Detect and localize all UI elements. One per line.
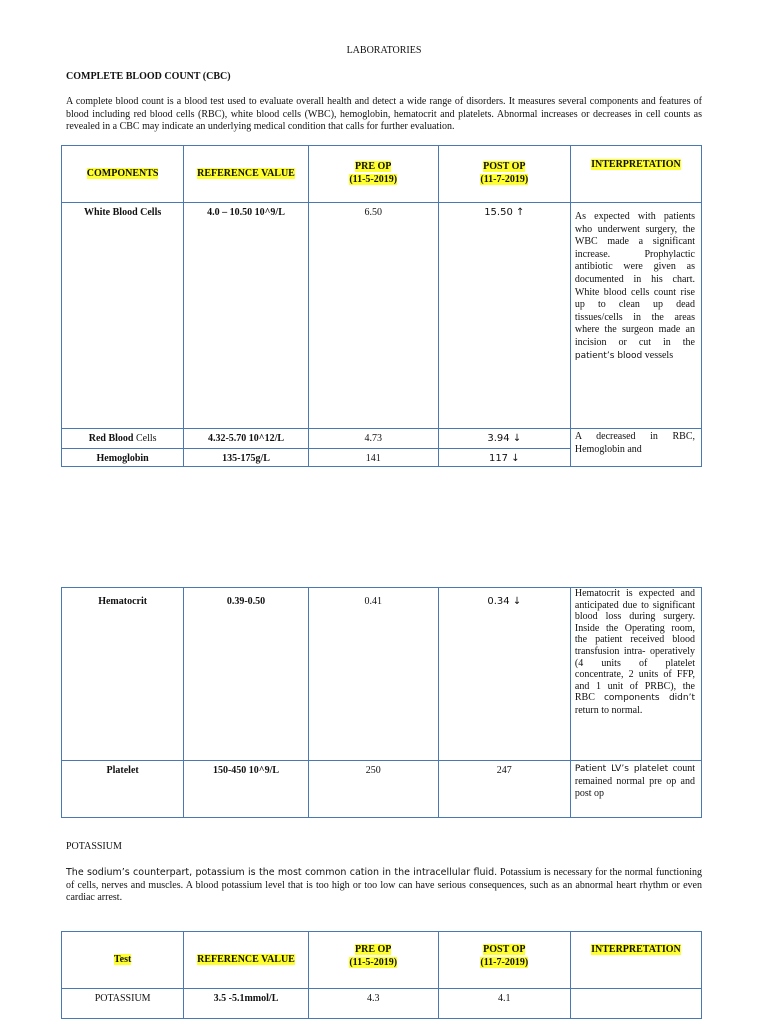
col-header-post-op: POST OP (11-7-2019) xyxy=(438,932,570,989)
cell-post-op: 3.94 ↓ xyxy=(438,429,570,449)
col-header-test: Test xyxy=(62,932,184,989)
potassium-intro xyxy=(66,867,702,905)
cell-pre-op: 4.3 xyxy=(308,989,438,1019)
col-header-post-op: POST OP (11-7-2019) xyxy=(438,146,570,203)
cbc-header-row xyxy=(62,146,702,203)
cell-post-op: 0.34 ↓ xyxy=(438,588,570,761)
cell-pre-op: 141 xyxy=(308,449,438,467)
cell-component: Hematocrit xyxy=(62,588,184,761)
cell-interpretation xyxy=(570,989,701,1019)
col-header-interpretation: INTERPRETATION xyxy=(570,146,701,203)
col-header-components: COMPONENTS xyxy=(62,146,184,203)
cell-reference: 150-450 10^9/L xyxy=(184,761,308,818)
cbc-table-part2 xyxy=(61,587,702,818)
col-header-pre-op: PRE OP (11-5-2019) xyxy=(308,932,438,989)
cell-reference: 3.5 -5.1mmol/L xyxy=(184,989,308,1019)
cbc-heading: COMPLETE BLOOD COUNT (CBC) xyxy=(66,71,231,82)
cell-post-op: 15.50 ↑ xyxy=(438,203,570,429)
table-row xyxy=(62,989,702,1019)
table-row xyxy=(62,761,702,818)
cell-pre-op: 6.50 xyxy=(308,203,438,429)
cell-interpretation: A decreased in RBC, Hemoglobin and xyxy=(570,429,701,467)
col-header-reference: REFERENCE VALUE xyxy=(184,932,308,989)
cbc-intro: A complete blood count is a blood test used to evaluate overall health and detect a wide range of disorders. It measures several components and features of blood including red blood cells (RBC), white blood cells (WBC), hemoglobin, hematocrit and platelets. Abnormal increases or decreases in cell counts as revealed in a CBC may indicate an underlying medical condition that calls for further evaluation. xyxy=(66,96,702,133)
potassium-intro-rest: Potassium is necessary for the normal functioning of cells, nerves and muscles. A blood potassium level that is too high or too low can have serious consequences, such as an abnormal heart rhythm or even cardiac arrest. xyxy=(66,867,702,904)
table-row xyxy=(62,429,702,449)
cell-pre-op: 0.41 xyxy=(308,588,438,761)
cell-interpretation: As expected with patients who underwent surgery, the WBC made a significant increase. Prophylactic antibiotic were given as documented in his chart. White blood cells count rise up to clean up dead tissues/cells in the areas where the surgeon made an incision or cut in the patient’s blood vessels xyxy=(570,203,701,429)
col-header-reference: REFERENCE VALUE xyxy=(184,146,308,203)
cell-reference: 135-175g/L xyxy=(184,449,308,467)
cell-post-op: 247 xyxy=(438,761,570,818)
col-header-interpretation: INTERPRETATION xyxy=(570,932,701,989)
cell-post-op: 117 ↓ xyxy=(438,449,570,467)
cell-component: Red Blood Cells xyxy=(62,429,184,449)
cell-component: White Blood Cells xyxy=(62,203,184,429)
potassium-table xyxy=(61,931,702,1019)
potassium-intro-lead: The sodium’s counterpart, potassium is the most common cation in the intracellular fluid. xyxy=(66,867,498,878)
table-row xyxy=(62,588,702,761)
cell-pre-op: 250 xyxy=(308,761,438,818)
potassium-heading: POTASSIUM xyxy=(66,841,122,852)
col-header-pre-op: PRE OP (11-5-2019) xyxy=(308,146,438,203)
cell-pre-op: 4.73 xyxy=(308,429,438,449)
cell-component: Hemoglobin xyxy=(62,449,184,467)
cell-reference: 4.0 – 10.50 10^9/L xyxy=(184,203,308,429)
table-row xyxy=(62,203,702,429)
page-title: LABORATORIES xyxy=(346,45,422,56)
cbc-table-part1 xyxy=(61,145,702,467)
cell-post-op: 4.1 xyxy=(438,989,570,1019)
cell-reference: 0.39-0.50 xyxy=(184,588,308,761)
cell-interpretation: Hematocrit is expected and anticipated due to significant blood loss during surgery. Inside the Operating room, the patient received blood transfusion intra- operatively (4 units of platelet concentrate, 2 units of FFP, and 1 unit of PRBC), the RBC components didn’t return to normal. xyxy=(570,588,701,761)
cell-component: Platelet xyxy=(62,761,184,818)
cell-reference: 4.32-5.70 10^12/L xyxy=(184,429,308,449)
cell-interpretation: Patient LV’s platelet count remained normal pre op and post op xyxy=(570,761,701,818)
potassium-header-row xyxy=(62,932,702,989)
cell-test: POTASSIUM xyxy=(62,989,184,1019)
